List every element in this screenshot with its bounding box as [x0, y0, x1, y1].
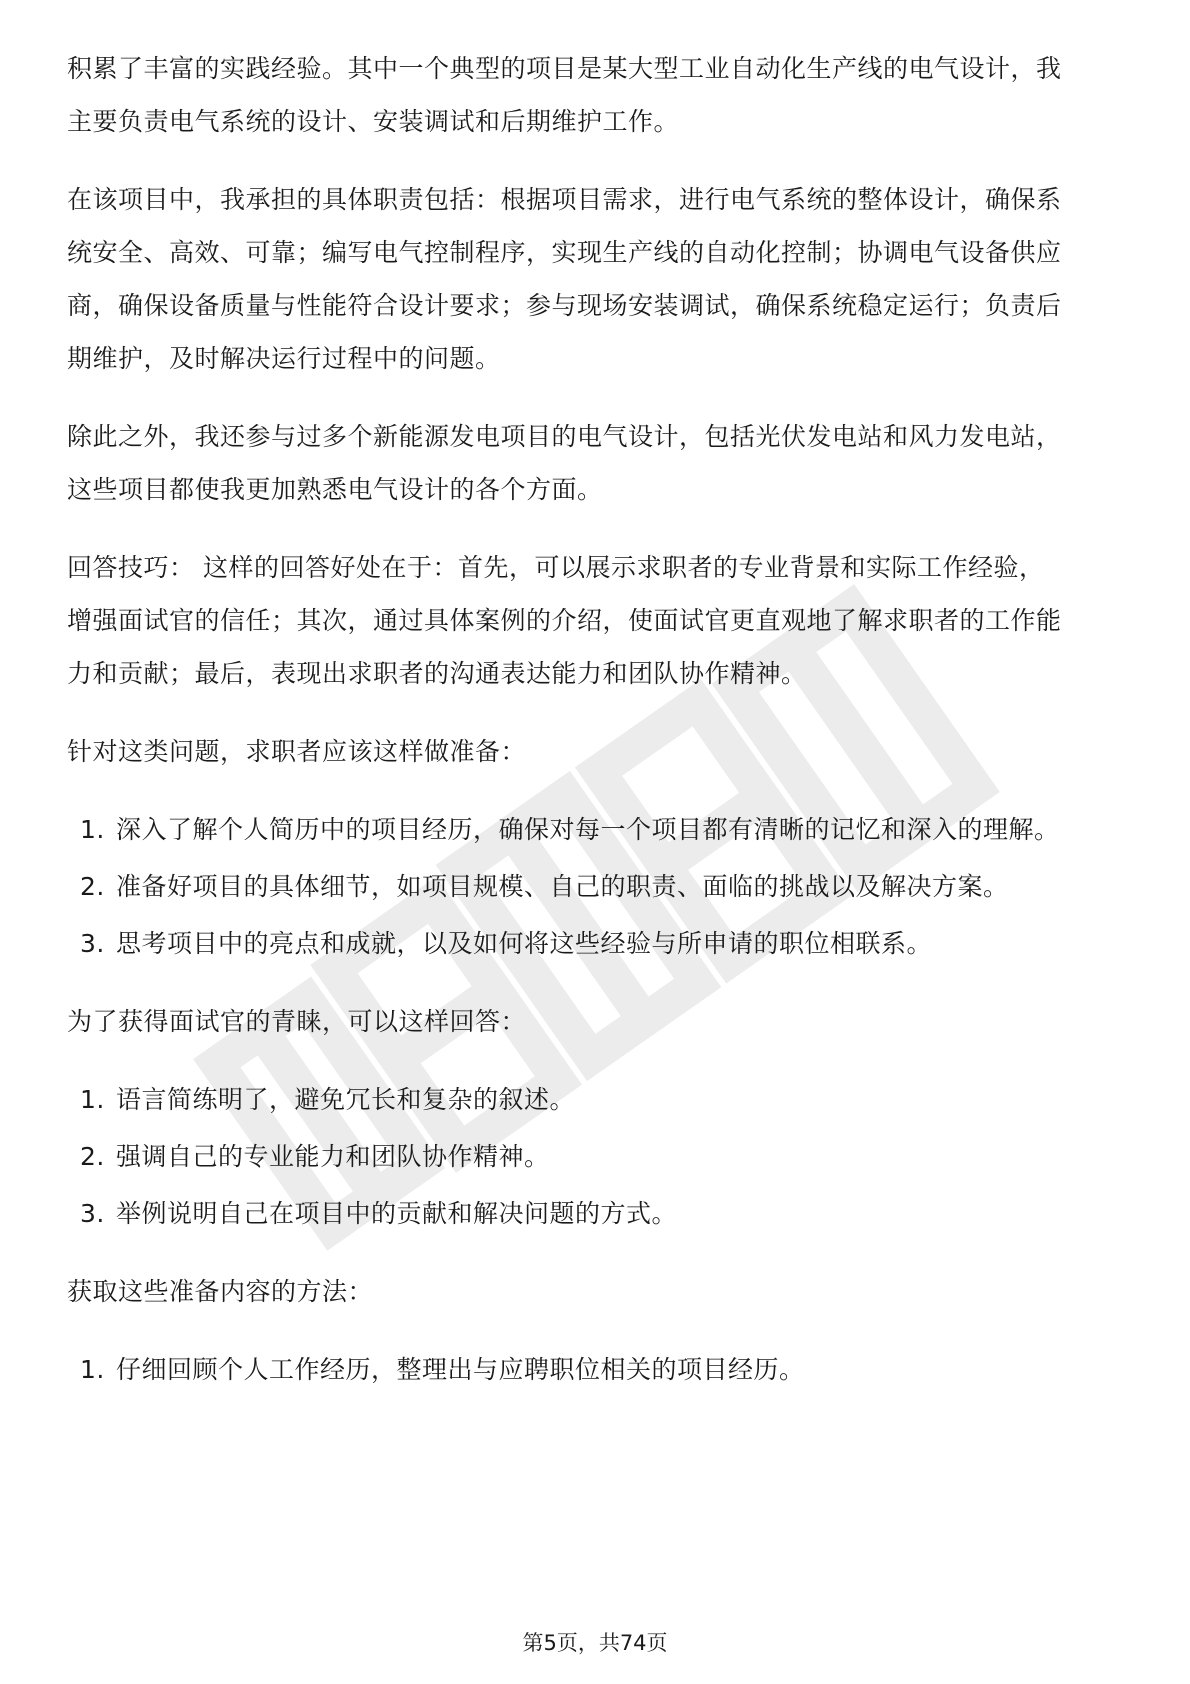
list-item: [67, 1073, 1067, 1126]
list-number: 1.: [80, 815, 105, 844]
page-indicator: 第5页，共74页: [522, 1631, 668, 1655]
list-item-text: 思考项目中的亮点和成就，以及如何将这些经验与所申请的职位相联系。: [116, 929, 933, 958]
list-item-text: 准备好项目的具体细节，如项目规模、自己的职责、面临的挑战以及解决方案。: [116, 872, 1009, 901]
page-footer: [0, 1628, 1190, 1658]
list-number: 3.: [80, 929, 105, 958]
paragraph-responsibilities: 在该项目中，我承担的具体职责包括：根据项目需求，进行电气系统的整体设计，确保系统安全、高效、可靠；编写电气控制程序，实现生产线的自动化控制；协调电气设备供应商，确保设备质量与性能符合设计要求；参与现场安装调试，确保系统稳定运行；负责后期维护，及时解决运行过程中的问题。: [67, 185, 1062, 373]
list-item-text: 强调自己的专业能力和团队协作精神。: [116, 1142, 550, 1171]
list-number: 1.: [80, 1355, 105, 1384]
list-item: [67, 1130, 1067, 1183]
list-item-text: 举例说明自己在项目中的贡献和解决问题的方式。: [116, 1199, 678, 1228]
list-item: [67, 1343, 1067, 1396]
list-number: 3.: [80, 1199, 105, 1228]
list-item: [67, 860, 1067, 913]
list-item-text: 语言简练明了，避免冗长和复杂的叙述。: [116, 1085, 576, 1114]
methods-list: [67, 1343, 1067, 1396]
list-item-text: 仔细回顾个人工作经历，整理出与应聘职位相关的项目经历。: [116, 1355, 805, 1384]
paragraph-other-projects: 除此之外，我还参与过多个新能源发电项目的电气设计，包括光伏发电站和风力发电站，这些项目都使我更加熟悉电气设计的各个方面。: [67, 422, 1062, 504]
heading-methods: 获取这些准备内容的方法：: [67, 1277, 374, 1306]
paragraph-experience: 积累了丰富的实践经验。其中一个典型的项目是某大型工业自动化生产线的电气设计，我主要负责电气系统的设计、安装调试和后期维护工作。: [67, 54, 1062, 136]
paragraph-answer-tips: 回答技巧： 这样的回答好处在于：首先，可以展示求职者的专业背景和实际工作经验，增强面试官的信任；其次，通过具体案例的介绍，使面试官更直观地了解求职者的工作能力和贡献；最后，表现出求职者的沟通表达能力和团队协作精神。: [67, 553, 1062, 688]
heading-preparation: 针对这类问题，求职者应该这样做准备：: [67, 737, 527, 766]
heading-answer-approach: 为了获得面试官的青睐，可以这样回答：: [67, 1007, 527, 1036]
preparation-list: [67, 803, 1067, 970]
list-number: 2.: [80, 872, 105, 901]
list-item: [67, 1187, 1067, 1240]
list-number: 1.: [80, 1085, 105, 1114]
list-number: 2.: [80, 1142, 105, 1171]
list-item: [67, 803, 1067, 856]
document-body: [67, 42, 1067, 1421]
answer-list: [67, 1073, 1067, 1240]
list-item-text: 深入了解个人简历中的项目经历，确保对每一个项目都有清晰的记忆和深入的理解。: [116, 815, 1060, 844]
list-item: [67, 917, 1067, 970]
